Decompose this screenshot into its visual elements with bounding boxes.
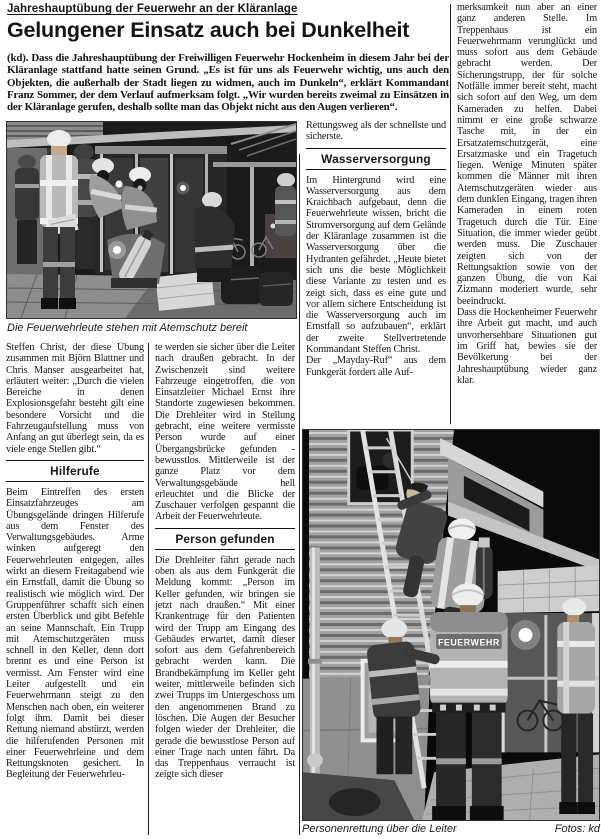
photo-bottom-illustration (303, 430, 599, 820)
equipment-bags (221, 266, 293, 306)
body-column-3 (306, 120, 446, 424)
body-column-2 (155, 342, 295, 836)
firefighter-right-profile (557, 598, 595, 814)
column-divider-1 (148, 343, 149, 835)
section-heading-person-gefunden: Person gefunden (155, 528, 295, 550)
section-heading-hilferufe: Hilferufe (6, 460, 144, 482)
column-divider-2 (299, 154, 300, 835)
column-divider-3 (450, 4, 451, 424)
body-paragraph: Beim Eintreffen des ersten Einsatzfahrzeuges am Übungsgelände dringen Hilferufe aus dem Fenster des Verwaltungsgebäudes. Arme winken aufgeregt den Feuerwehrleuten entgegen, alles wirkt an diesem Freitagabend wie ein Ernstfall, damit die Übung so realistisch wie möglich wird. Der Gruppenführer schafft sich einen ersten Überblick und gibt Befehle an seine Mannschaft. Ein Trupp mit Atemschutzgeräten muss schnell in den Keller, denn dort brennt es und eine Person ist vermisst. Am Fenster wird eine Leiter aufgestellt und ein Feuerwehrmann steigt zu den Menschen nach oben, ein weiterer folgt ihm. Damit bei dieser Rettung niemand abstürzt, werden die hilferufenden Personen mit einer Feuerwehrleine und dem Rettungsknoten gesichert. In Begleitung der Feuerwehrleu- (6, 486, 144, 781)
section-heading-wasserversorgung: Wasserversorgung (306, 148, 446, 170)
body-paragraph: te werden sie sicher über die Leiter nach draußen gebracht. In der Zwischenzeit sind weitere Fahrzeuge eingetroffen, die von Einsatzleiter Michael Ernst ihre Standorte zugewiesen bekommen. Die Drehleiter wird in Stellung gebracht, eine weitere vermisste Person wurde auf einer Übergangsbrücke gefunden - bewusstlos. Mittlerweile ist der ganze Platz vor dem Verwaltungsgebäude hell erleuchtet und die Blicke der Zuschauer verfolgen gespannt die Arbeit der Feuerwehrleute. (155, 342, 295, 523)
jacket-label-text: FEUERWEHR (437, 637, 500, 648)
firefighter-far-right (275, 173, 296, 236)
photo-top-caption: Die Feuerwehrleute stehen mit Atemschutz bereit (7, 322, 248, 334)
photo-ladder-rescue (302, 429, 600, 821)
body-paragraph: Der „Mayday-Ruf“ aus dem Funkgerät fordert alle Auf- (306, 355, 446, 378)
body-paragraph: merksamkeit nun aber an einer ganz anderen Stelle. Im Treppenhaus ist ein Feuerwehrmann verunglückt und muss sofort aus dem Gebäude gebracht werden. Der Sicherungstrupp, der für solche Notfälle immer bereit steht, macht sich sofort auf den Weg, um dem Kameraden zu helfen. Dabei nimmt er eine große schwarze Tasche mit, in der ein Ersatzatemschutzgerät, eine Ersatzmaske und ein Tragetuch liegen. Wenige Minuten später kommen die Männer mit ihren Atemschutzgeräten wieder aus dem dunklen Eingang, tragen ihren Kameraden in einem roten Tragetuch durch die Tür. Eine Situation, die immer wieder geübt werden muss. Die Zuschauer zeigten sich von der Rettungsaktion sowie von der ganzen Übung, die von Kai Zizmann moderiert wurde, sehr beeindruckt. (457, 2, 597, 307)
photo-top-illustration (7, 122, 296, 318)
body-column-1 (6, 342, 144, 836)
lead-paragraph: (kd). Dass die Jahreshauptübung der Freiwilligen Feuerwehr Hockenheim in diesem Jahr bei der Kläranlage stattfand hatte seinen Grund. „Es ist für uns als Feuerwehr wichtig, uns auch den Objekten, die außerhalb der Stadt liegen zu widmen, auch im Dunkeln“, erklärt Kommandant Franz Sommer, der dem Verlauf aufmerksam folgt. „Wir wurden bereits zweimal zu Einsätzen in der Kläranlage gerufen, deshalb sollte man das Objekt nicht aus den Augen verlieren“. (7, 52, 449, 114)
body-paragraph: Dass die Hockenheimer Feuerwehr ihre Arbeit gut macht, und auch unvorhersehbare Situationen gut im Griff hat, bewies sie der Bevölkerung bei der Jahreshauptübung wieder ganz klar. (457, 307, 597, 386)
body-paragraph: Steffen Christ, der diese Übung zusammen mit Björn Blattner und Chris Manser ausgearbeitet hat, erläutert weiter: „Durch die vielen Bereiche in denen Explosionsgefahr besteht gilt eine besondere Vorsicht und die Fahrzeugaufstellung muss von Anfang an gut überlegt sein, da es viele enge Stellen gibt.“ (6, 342, 144, 455)
photo-bottom-caption: Personenrettung über die Leiter (302, 823, 457, 835)
body-column-4 (457, 2, 597, 424)
photo-credit: Fotos: kd (554, 823, 600, 835)
kicker-headline: Jahreshauptübung der Feuerwehr an der Kläranlage (7, 3, 298, 15)
photo-firefighters-atemschutz (6, 121, 297, 319)
body-paragraph: Die Drehleiter fährt gerade nach oben als aus dem Funkgerät die Meldung kommt: „Person im Keller gefunden, wir bringen sie jetzt nach draußen.“ Mit einer Krankentrage für den Patienten wird der Trupp am Eingang des Gebäudes erwartet, damit dieser sofort aus dem Gefahrenbereich gebracht werden kann. Die Brandbekämpfung im Keller geht weiter, mittlerweile befinden sich zwei Trupps im Untergeschoss um den angenommenen Brand zu löschen. Die Augen der Besucher folgen wieder der Drehleiter, die gerade die bewusstlose Person auf einer Trage nach unten fährt. Da das Treppenhaus verraucht ist zeigte sich dieser (155, 554, 295, 781)
body-paragraph: Rettungsweg als der schnellste und sicherste. (306, 120, 446, 143)
main-headline: Gelungener Einsatz auch bei Dunkelheit (7, 18, 410, 42)
flashlight-glow (108, 241, 126, 259)
body-paragraph: Im Hintergrund wird eine Wasserversorgung aus dem Kraichbach aufgebaut, denn die Feuerwehrleute wissen, bricht die Stromversorgung auf dem Gelände der Kläranlage zusammen ist die Wasserversorgung über die Hydranten gefährdet. „Heute bietet sich uns die beste Möglichkeit diese Variante zu testen und es zeigt sich, dass es eine gute und vor allem sichere Entscheidung ist die Wasserversorgung auch im Ernstfall so aufzubauen“, erklärt der zweite Stellvertretende Kommandant Steffen Christ. (306, 174, 446, 356)
firefighter-far-left (15, 155, 39, 264)
photo-bottom-caption-row (302, 823, 600, 835)
